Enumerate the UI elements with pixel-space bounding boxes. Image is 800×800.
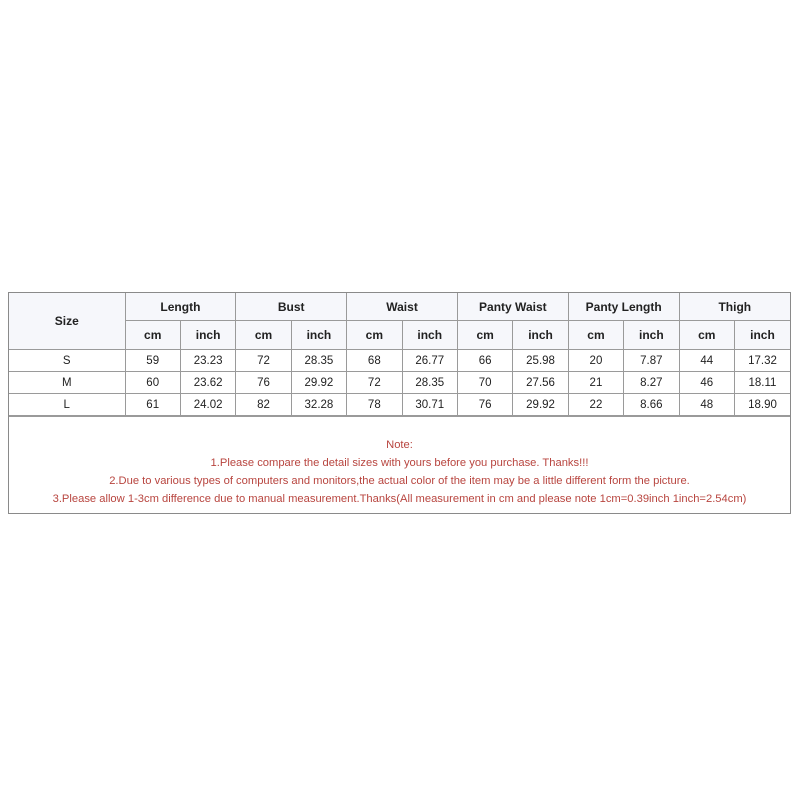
- table-cell: 72: [347, 372, 402, 394]
- table-cell: 23.23: [180, 350, 235, 372]
- unit-header-inch: inch: [291, 321, 346, 350]
- table-cell: 8.66: [624, 394, 679, 416]
- size-cell: L: [9, 394, 125, 416]
- table-cell: 25.98: [513, 350, 568, 372]
- group-header-panty-length: Panty Length: [568, 293, 679, 321]
- table-cell: 21: [568, 372, 623, 394]
- note-line-2: 2.Due to various types of computers and monitors,the actual color of the item may be a little different form the picture.: [109, 475, 690, 487]
- table-cell: 18.11: [734, 372, 790, 394]
- table-cell: 24.02: [180, 394, 235, 416]
- unit-header-cm: cm: [568, 321, 623, 350]
- table-cell: 29.92: [291, 372, 346, 394]
- table-cell: 76: [457, 394, 512, 416]
- unit-header-cm: cm: [457, 321, 512, 350]
- table-cell: 76: [236, 372, 291, 394]
- table-cell: 22: [568, 394, 623, 416]
- unit-header-cm: cm: [236, 321, 291, 350]
- note-line-1: 1.Please compare the detail sizes with yours before you purchase. Thanks!!!: [210, 457, 589, 469]
- notes-title: Note:: [386, 439, 413, 451]
- size-header: Size: [9, 293, 125, 350]
- table-row: [9, 394, 790, 416]
- size-cell: S: [9, 350, 125, 372]
- table-cell: 28.35: [291, 350, 346, 372]
- unit-header-inch: inch: [513, 321, 568, 350]
- unit-header-cm: cm: [679, 321, 734, 350]
- table-cell: 78: [347, 394, 402, 416]
- table-cell: 27.56: [513, 372, 568, 394]
- notes-section: [9, 416, 790, 513]
- unit-header-inch: inch: [180, 321, 235, 350]
- table-cell: 61: [125, 394, 180, 416]
- table-cell: 7.87: [624, 350, 679, 372]
- table-row: [9, 372, 790, 394]
- table-cell: 29.92: [513, 394, 568, 416]
- table-cell: 48: [679, 394, 734, 416]
- group-header-waist: Waist: [347, 293, 458, 321]
- table-cell: 8.27: [624, 372, 679, 394]
- table-cell: 82: [236, 394, 291, 416]
- group-header-thigh: Thigh: [679, 293, 790, 321]
- note-line-3: 3.Please allow 1-3cm difference due to manual measurement.Thanks(All measurement in cm and please note 1cm=0.39inch 1inch=2.54cm): [52, 493, 747, 505]
- unit-header-cm: cm: [125, 321, 180, 350]
- table-cell: 32.28: [291, 394, 346, 416]
- table-cell: 72: [236, 350, 291, 372]
- unit-header-inch: inch: [402, 321, 457, 350]
- table-cell: 60: [125, 372, 180, 394]
- size-chart: [8, 292, 791, 514]
- size-cell: M: [9, 372, 125, 394]
- table-cell: 66: [457, 350, 512, 372]
- table-cell: 20: [568, 350, 623, 372]
- table-cell: 46: [679, 372, 734, 394]
- group-header-bust: Bust: [236, 293, 347, 321]
- unit-header-inch: inch: [734, 321, 790, 350]
- table-cell: 68: [347, 350, 402, 372]
- table-cell: 26.77: [402, 350, 457, 372]
- group-header-length: Length: [125, 293, 236, 321]
- unit-header-cm: cm: [347, 321, 402, 350]
- table-cell: 18.90: [734, 394, 790, 416]
- unit-header-inch: inch: [624, 321, 679, 350]
- table-cell: 23.62: [180, 372, 235, 394]
- table-cell: 59: [125, 350, 180, 372]
- table-cell: 17.32: [734, 350, 790, 372]
- table-cell: 28.35: [402, 372, 457, 394]
- table-row: [9, 350, 790, 372]
- table-cell: 70: [457, 372, 512, 394]
- group-header-panty-waist: Panty Waist: [457, 293, 568, 321]
- table-cell: 44: [679, 350, 734, 372]
- table-cell: 30.71: [402, 394, 457, 416]
- size-table: [9, 293, 790, 416]
